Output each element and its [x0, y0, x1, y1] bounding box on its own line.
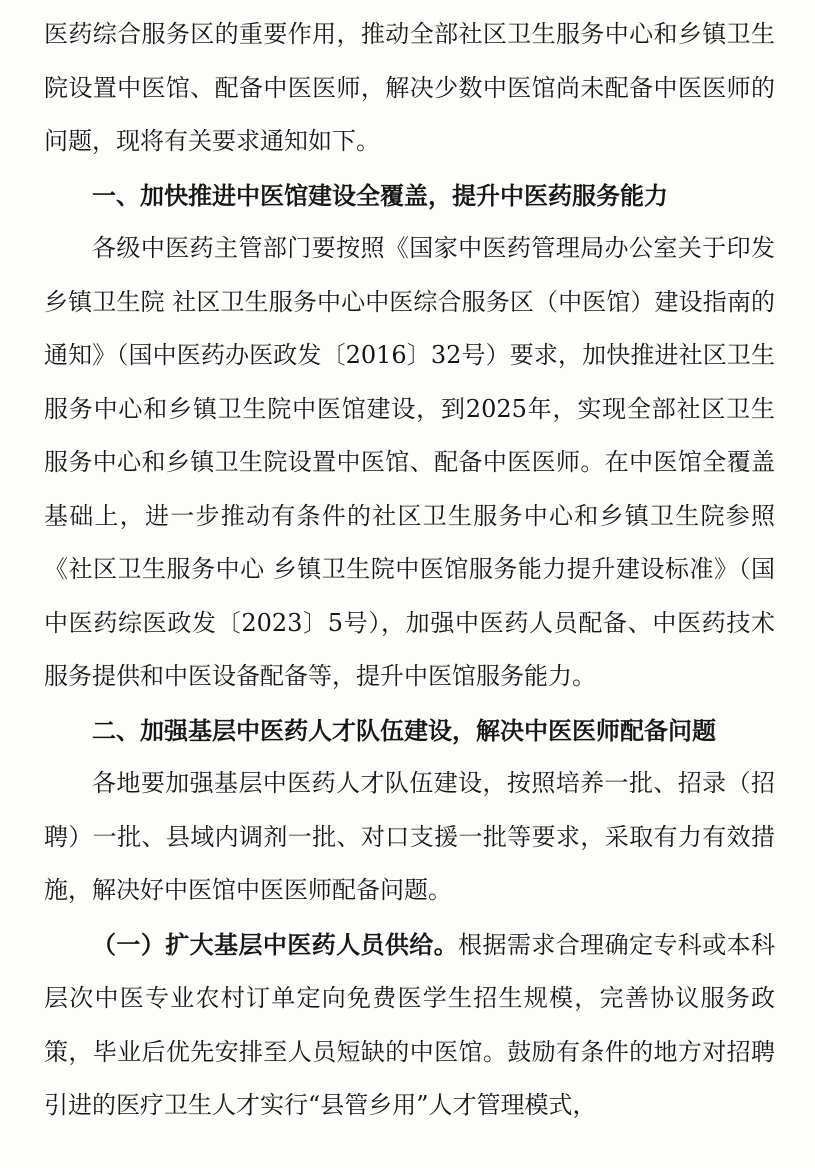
paragraph-intro: 医药综合服务区的重要作用，推动全部社区卫生服务中心和乡镇卫生院设置中医馆、配备中医医师，解决少数中医馆尚未配备中医医师的问题，现将有关要求通知如下。 — [44, 20, 775, 155]
section-heading-2: 二、加强基层中医药人才队伍建设，解决中医医师配备问题 — [92, 715, 716, 745]
paragraph-subsection-1 — [44, 918, 775, 1133]
section-heading-1: 一、加快推进中医馆建设全覆盖，提升中医药服务能力 — [92, 180, 668, 210]
subsection-heading-1: （一）扩大基层中医药人员供给。 — [92, 929, 459, 959]
paragraph-section-2: 各地要加强基层中医药人才队伍建设，按照培养一批、招录（招聘）一批、县域内调剂一批、对口支援一批等要求，采取有力有效措施，解决好中医馆中医医师配备问题。 — [44, 769, 775, 904]
paragraph-section-1: 各级中医药主管部门要按照《国家中医药管理局办公室关于印发乡镇卫生院 社区卫生服务中心中医综合服务区（中医馆）建设指南的通知》（国中医药办医政发〔2016〕32号）要求，加快推进社区卫生服务中心和乡镇卫生院中医馆建设，到2025年，实现全部社区卫生服务中心和乡镇卫生院设置中医馆、配备中医医师。在中医馆全覆盖基础上，进一步推动有条件的社区卫生服务中心和乡镇卫生院参照《社区卫生服务中心 乡镇卫生院中医馆服务能力提升建设标准》（国中医药综医政发〔2023〕5号），加强中医药人员配备、中医药技术服务提供和中医设备配备等，提升中医馆服务能力。 — [44, 234, 775, 690]
subsection-body-1: 根据需求合理确定专科或本科层次中医专业农村订单定向免费医学生招生规模，完善协议服务政策，毕业后优先安排至人员短缺的中医馆。鼓励有条件的地方对招聘引进的医疗卫生人才实行“县管乡用”人才管理模式， — [44, 930, 776, 1119]
